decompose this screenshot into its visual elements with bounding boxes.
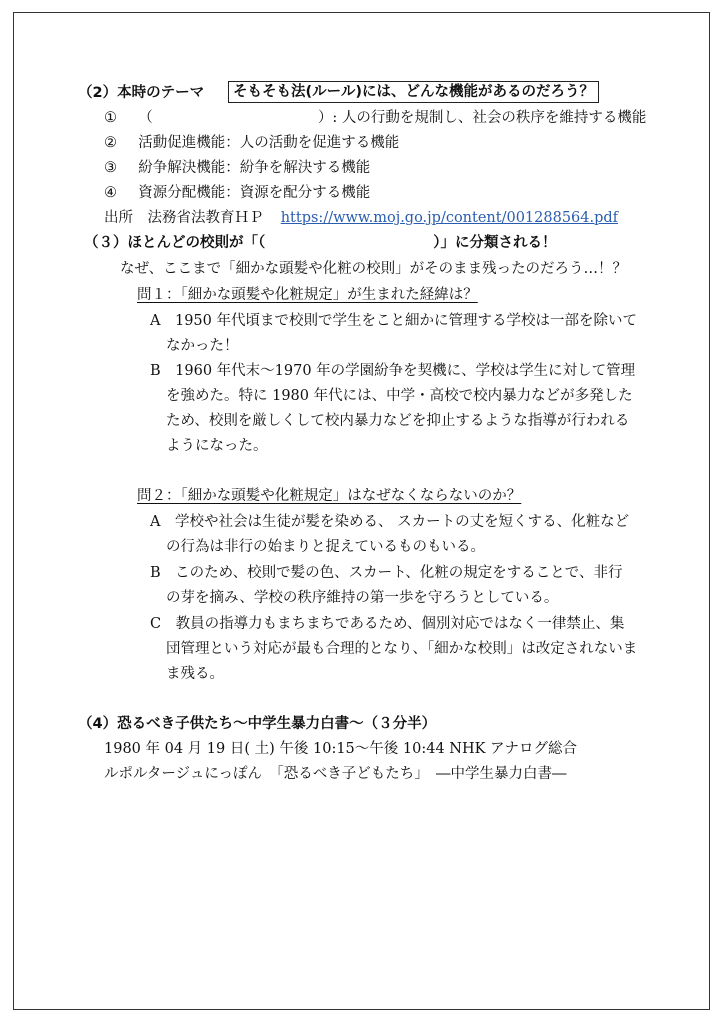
theme-box: そもそも法(ルール)には、どんな機能があるのだろう？ xyxy=(228,81,599,103)
q1-answer-b-line1: B 1960 年代末～1970 年の学園紛争を契機に、学校は学生に対して管理 xyxy=(150,363,636,379)
q2-answer-c-line3: ま残る。 xyxy=(166,666,224,682)
item-text: ）: 人の行動を規制し、社会の秩序を維持する機能 xyxy=(317,110,647,126)
item-number: ④ xyxy=(104,185,117,201)
section4-heading: （4）恐るべき子供たち～中学生暴力白書～（３分半） xyxy=(78,716,437,732)
section3-question: なぜ、ここまで「細かな頭髪や化粧の校則」がそのまま残ったのだろう…！？ xyxy=(120,261,628,277)
item-text: 紛争解決機能：紛争を解決する機能 xyxy=(138,160,371,176)
q2-answer-b-line2: の芽を摘み、学校の秩序維持の第一歩を守ろうとしている。 xyxy=(166,590,559,606)
function-item-3 xyxy=(104,158,370,178)
q1-answer-b-line4: ようになった。 xyxy=(166,438,268,454)
q2-title: 問２：「細かな頭髪や化粧規定」はなぜなくならないのか？ xyxy=(137,488,522,504)
item-number: ② xyxy=(104,135,117,151)
source-link[interactable]: https://www.moj.go.jp/content/001288564.pdf xyxy=(280,210,619,226)
section2-heading: （2）本時のテーマ xyxy=(78,85,205,101)
source-label: 出所 法務省法教育ＨＰ xyxy=(104,210,264,226)
q2-answer-a-line2: の行為は非行の始まりと捉えているものもいる。 xyxy=(166,539,485,555)
item-number: ① xyxy=(104,110,117,126)
section3-heading: （３）ほとんどの校則が「（ ）」に分類される！ xyxy=(84,235,557,251)
function-item-2 xyxy=(104,133,399,153)
q1-answer-b-line3: ため、校則を厳しくして校内暴力などを抑止するような指導が行われる xyxy=(166,413,630,429)
item-text: 活動促進機能：人の活動を促進する機能 xyxy=(138,135,400,151)
source-line xyxy=(104,208,618,228)
item-text: 資源分配機能：資源を配分する機能 xyxy=(138,185,371,201)
broadcast-info: 1980 年 04 月 19 日( 土) 午後 10:15～午後 10:44 NHK アナログ総合 xyxy=(104,741,578,757)
q2-answer-a-line1: A 学校や社会は生徒が髪を染める、 スカートの丈を短くする、化粧など xyxy=(150,514,630,530)
item-number: ③ xyxy=(104,160,117,176)
q1-answer-a-line1: A 1950 年代頃まで校則で学生をこと細かに管理する学校は一部を除いて xyxy=(150,313,637,329)
q1-answer-b-line2: を強めた。特に 1980 年代には、中学・高校で校内暴力などが多発した xyxy=(166,388,633,404)
item-blank-open: （ xyxy=(138,110,153,126)
program-title: ルポルタージュにっぽん 「恐るべき子どもたち」 ―中学生暴力白書― xyxy=(104,766,567,782)
function-item-1 xyxy=(104,108,646,128)
q1-title: 問１：「細かな頭髪や化粧規定」が生まれた経緯は？ xyxy=(137,287,478,303)
function-item-4 xyxy=(104,183,370,203)
q2-answer-c-line1: C 教員の指導力もまちまちであるため、個別対応ではなく一律禁止、集 xyxy=(150,616,625,632)
q2-answer-b-line1: B このため、校則で髪の色、スカート、化粧の規定をすることで、非行 xyxy=(150,565,623,581)
q1-answer-a-line2: なかった！ xyxy=(166,338,239,354)
q2-answer-c-line2: 団管理という対応が最も合理的となり、「細かな校則」は改定されないま xyxy=(166,641,638,657)
